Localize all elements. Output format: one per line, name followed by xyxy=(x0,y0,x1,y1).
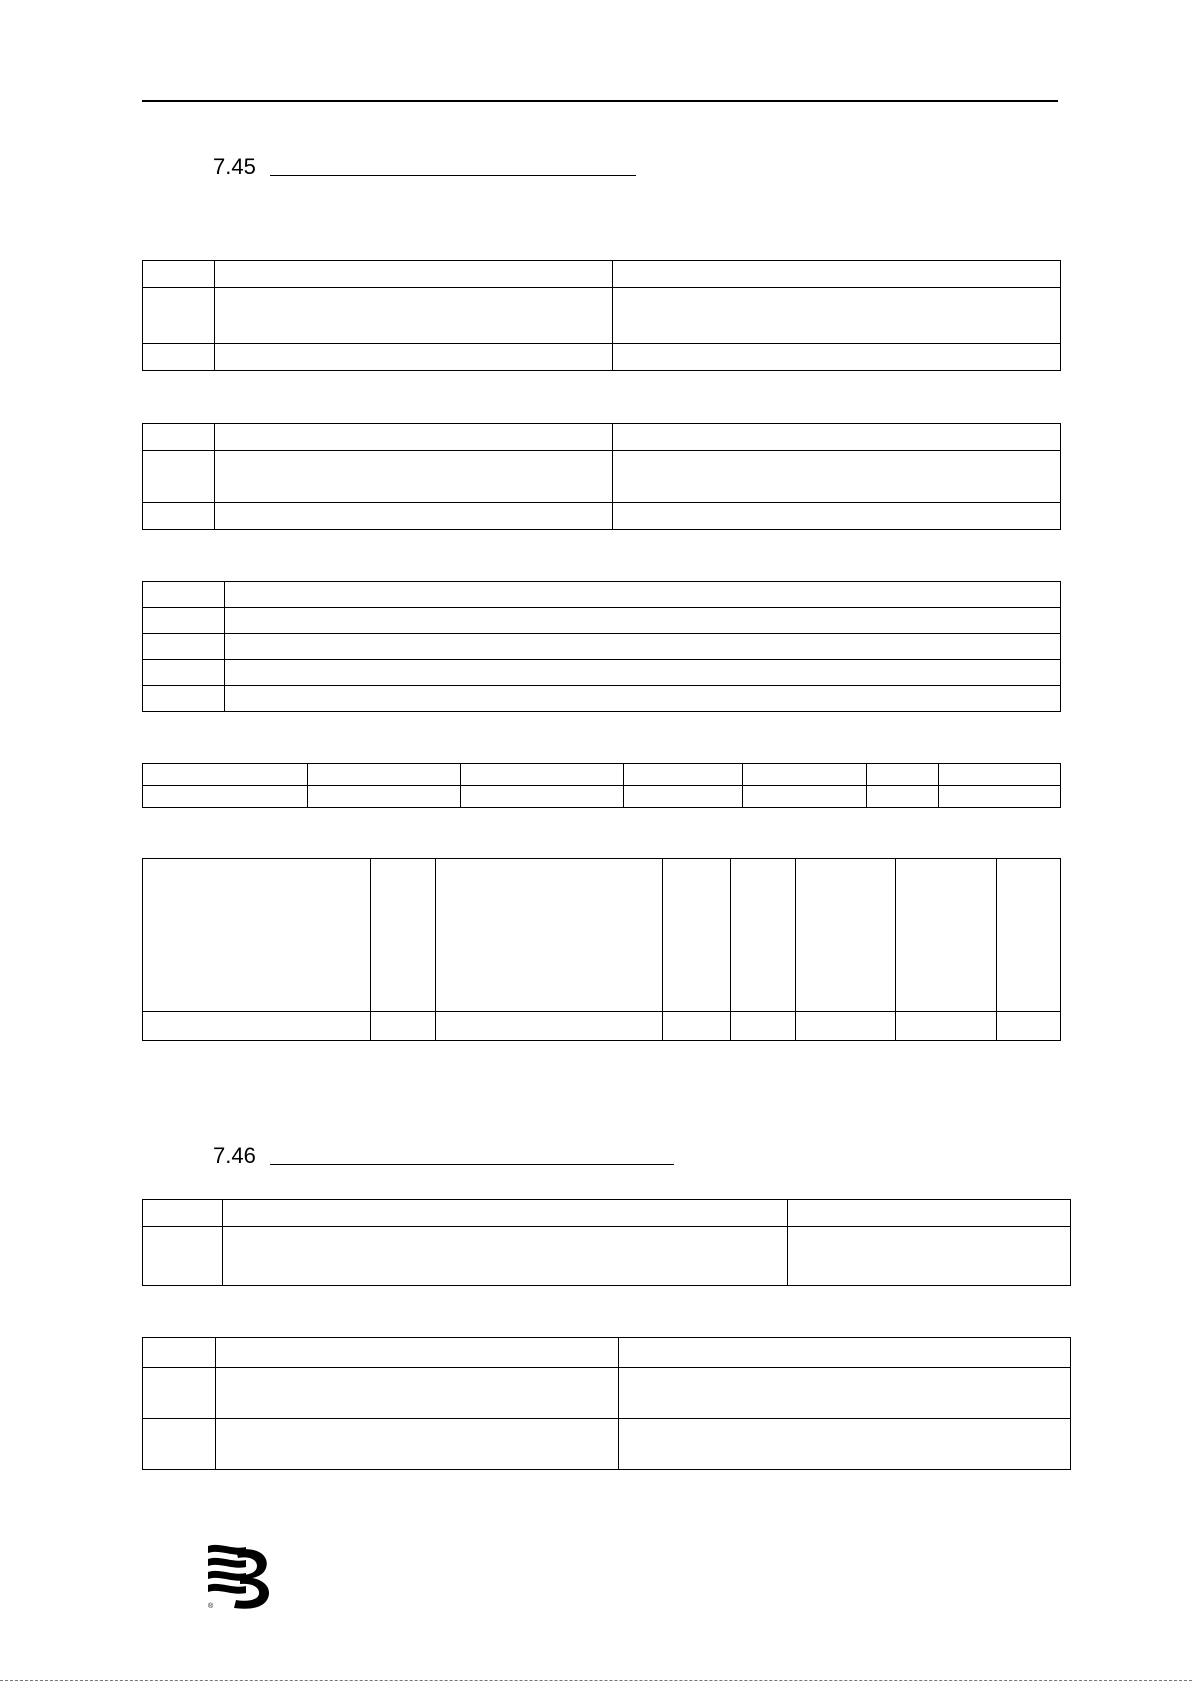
table-row xyxy=(143,786,1061,808)
section-number-7-46: 7.46 xyxy=(213,1143,256,1168)
table-2 xyxy=(142,423,1061,530)
table-row xyxy=(143,503,1061,530)
table-row xyxy=(143,634,1061,660)
table-row xyxy=(143,424,1061,451)
table-row xyxy=(143,686,1061,712)
table-row xyxy=(143,344,1061,371)
section-number-7-45: 7.45 xyxy=(213,154,256,179)
table-row xyxy=(143,1200,1071,1227)
registered-mark: ® xyxy=(208,1603,214,1610)
table-1 xyxy=(142,260,1061,371)
footer-rule xyxy=(0,1680,1192,1681)
section-title-line xyxy=(270,1164,674,1165)
table-row xyxy=(143,1012,1061,1041)
table-row xyxy=(143,1338,1071,1368)
table-row xyxy=(143,859,1061,1012)
table-row xyxy=(143,582,1061,608)
table-row xyxy=(143,261,1061,288)
table-row xyxy=(143,451,1061,503)
table-row xyxy=(143,288,1061,344)
table-5 xyxy=(142,858,1061,1041)
table-row xyxy=(143,1227,1071,1286)
table-row xyxy=(143,608,1061,634)
table-row xyxy=(143,1419,1071,1470)
table-6 xyxy=(142,1199,1071,1286)
table-row xyxy=(143,764,1061,786)
table-3 xyxy=(142,581,1061,712)
bb-logo-icon xyxy=(206,1542,272,1612)
table-row xyxy=(143,1368,1071,1419)
table-row xyxy=(143,660,1061,686)
table-4 xyxy=(142,763,1061,808)
header-rule xyxy=(142,100,1058,102)
table-7 xyxy=(142,1337,1071,1470)
section-title-line xyxy=(270,175,636,176)
